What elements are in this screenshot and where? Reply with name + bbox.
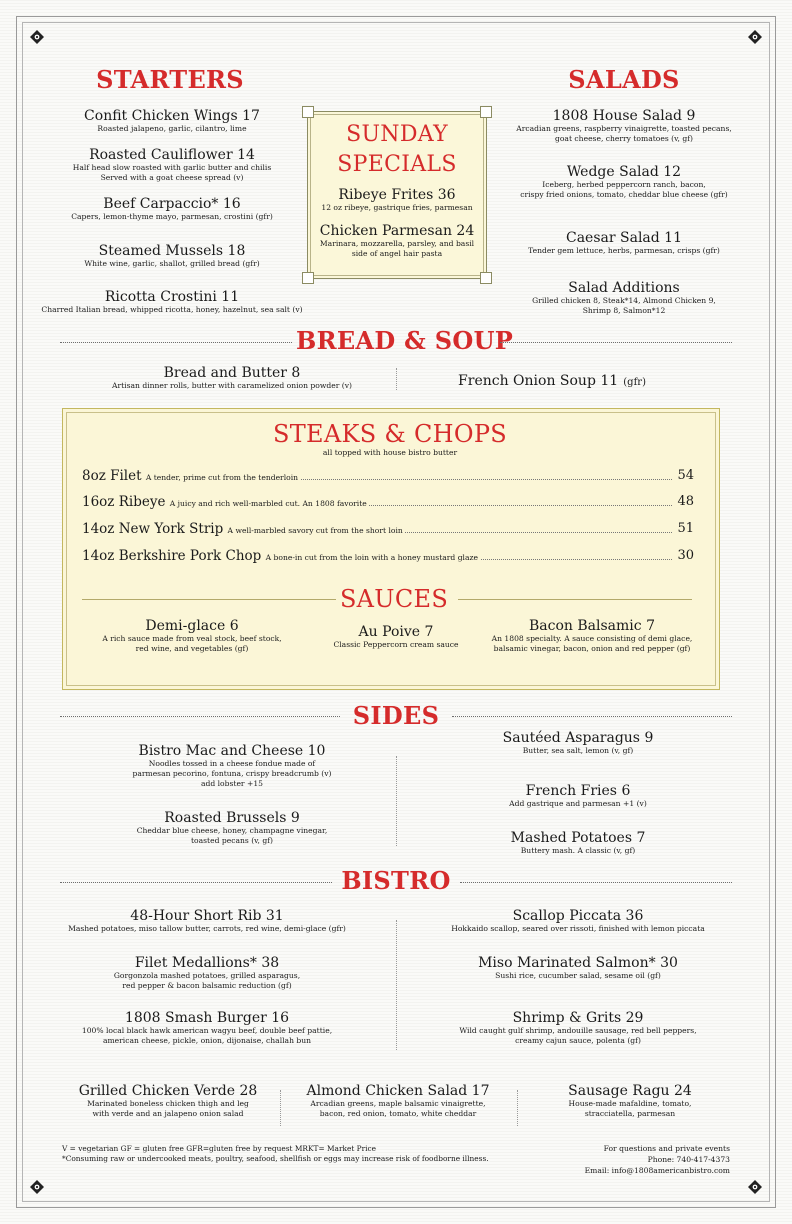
item-name: Shrimp & Grits 29 — [512, 1010, 644, 1026]
item-name: French Fries 6 — [525, 783, 631, 799]
bistro-item — [52, 1010, 362, 1046]
item-desc: 12 oz ribeye, gastrique fries, parmesan — [321, 203, 473, 212]
steak-name: 14oz New York Strip — [82, 521, 224, 537]
item-name: Ricotta Crostini 11 — [104, 289, 240, 305]
diamond-ornament-icon — [748, 30, 762, 44]
item-desc: White wine, garlic, shallot, grilled bread (gfr) — [84, 259, 260, 268]
item-desc: 100% local black hawk american wagyu beef, double beef pattie, — [81, 1026, 333, 1035]
specials-title: SUNDAY — [346, 122, 448, 147]
item-desc: Capers, lemon-thyme mayo, parmesan, crostini (gfr) — [71, 212, 273, 221]
steak-price: 48 — [677, 494, 694, 509]
item-desc: Butter, sea salt, lemon (v, gf) — [522, 746, 634, 755]
contact-phone: Phone: 740-417-4373 — [647, 1154, 730, 1164]
sauce-item — [486, 618, 698, 654]
column-divider — [517, 1090, 518, 1126]
sauce-item — [316, 624, 476, 650]
item-name: Bistro Mac and Cheese 10 — [138, 743, 326, 759]
item-name: Demi-glace 6 — [145, 618, 239, 634]
item-name: 1808 Smash Burger 16 — [124, 1010, 290, 1026]
item-name: Confit Chicken Wings 17 — [84, 108, 260, 124]
steak-row — [82, 494, 694, 512]
item-desc: Noodles tossed in a cheese fondue made of — [148, 759, 316, 768]
steak-row — [82, 521, 694, 539]
item-name: Salad Additions — [568, 280, 680, 296]
bistro-item — [440, 908, 716, 934]
consumption-warning: *Consuming raw or undercooked meats, poultry, seafood, shellfish or eggs may increase risk of foodborne illness. — [62, 1154, 489, 1163]
bistro-item — [290, 1083, 506, 1119]
steak-row — [82, 468, 694, 486]
bread-soup-title: BREAD & SOUP — [296, 326, 514, 355]
bistro-item — [52, 908, 362, 934]
item-desc: A rich sauce made from veal stock, beef stock, — [102, 634, 282, 643]
bistro-item — [530, 1083, 730, 1119]
bistro-title: BISTRO — [341, 866, 451, 895]
item-desc: Roasted jalapeno, garlic, cilantro, lime — [97, 124, 247, 133]
special-item — [309, 187, 485, 213]
side-item — [448, 783, 708, 809]
item-desc: Arcadian greens, maple balsamic vinaigrette, — [310, 1099, 486, 1108]
item-tag: (gfr) — [623, 377, 646, 388]
item-desc: Marinated boneless chicken thigh and leg — [87, 1099, 249, 1108]
item-desc: Marinara, mozzarella, parsley, and basil — [319, 239, 475, 248]
item-name: Steamed Mussels 18 — [98, 243, 246, 259]
item-desc: House-made mafaldine, tomato, — [568, 1099, 692, 1108]
item-desc: Iceberg, herbed peppercorn ranch, bacon, — [542, 180, 706, 189]
contact-email: Email: info@1808americanbistro.com — [584, 1165, 730, 1175]
item-name: Roasted Brussels 9 — [164, 810, 300, 826]
dietary-legend: V = vegetarian GF = gluten free GFR=gluten free by request MRKT= Market Price — [62, 1144, 377, 1153]
section-divider — [460, 882, 732, 883]
salad-item — [488, 108, 760, 144]
item-desc: red wine, and vegetables (gf) — [135, 643, 249, 653]
section-divider — [60, 342, 292, 343]
item-name: Bread and Butter 8 — [163, 365, 301, 381]
item-desc: Add gastrique and parmesan +1 (v) — [509, 799, 647, 808]
item-desc: add lobster +15 — [200, 778, 264, 788]
item-name: Scallop Piccata 36 — [512, 908, 644, 924]
bistro-item — [440, 955, 716, 981]
section-divider — [458, 599, 692, 600]
item-name: Miso Marinated Salmon* 30 — [478, 955, 678, 971]
diamond-ornament-icon — [30, 1180, 44, 1194]
item-desc: crispy fried onions, tomato, cheddar blue cheese (gfr) — [520, 189, 728, 199]
column-divider — [396, 756, 397, 846]
item-desc: Tender gem lettuce, herbs, parmesan, crisps (gfr) — [528, 246, 720, 255]
section-divider — [60, 716, 340, 717]
item-desc: Classic Peppercorn cream sauce — [333, 640, 459, 649]
item-desc: creamy cajun sauce, polenta (gf) — [515, 1035, 641, 1045]
item-name: Wedge Salad 12 — [566, 164, 682, 180]
bistro-item — [52, 955, 362, 991]
side-item — [448, 830, 708, 856]
footer-notes — [62, 1144, 489, 1164]
steak-desc: A juicy and rich well-marbled cut. An 1808 favorite — [169, 499, 367, 508]
steak-name: 8oz Filet — [82, 468, 142, 484]
sauce-item — [84, 618, 300, 654]
footer-contact — [585, 1144, 730, 1176]
starter-item — [40, 147, 304, 183]
item-name: Almond Chicken Salad 17 — [306, 1083, 490, 1099]
sauces-title: SAUCES — [339, 585, 449, 613]
item-desc: red pepper & bacon balsamic reduction (gf) — [122, 980, 292, 990]
item-name: Beef Carpaccio* 16 — [103, 196, 241, 212]
item-desc: Wild caught gulf shrimp, andouille sausage, red bell peppers, — [459, 1026, 697, 1035]
item-name: Grilled Chicken Verde 28 — [78, 1083, 258, 1099]
item-desc: parmesan pecorino, fontuna, crispy breadcrumb (v) — [132, 768, 332, 778]
column-divider — [396, 368, 397, 390]
item-desc: stracciatella, parmesan — [584, 1108, 676, 1118]
item-desc: Gorgonzola mashed potatoes, grilled asparagus, — [113, 971, 301, 980]
item-name: Sautéed Asparagus 9 — [502, 730, 654, 746]
item-desc: Half head slow roasted with garlic butter and chilis — [72, 163, 272, 172]
item-desc: Hokkaido scallop, seared over rissoti, finished with lemon piccata — [451, 924, 705, 933]
salad-item — [488, 230, 760, 256]
item-desc: Buttery mash. A classic (v, gf) — [520, 846, 636, 855]
steaks-subtitle: all topped with house bistro butter — [322, 448, 458, 457]
salads-title: SALADS — [568, 65, 680, 94]
diamond-ornament-icon — [30, 30, 44, 44]
item-desc: Shrimp 8, Salmon*12 — [582, 305, 666, 315]
bistro-item — [60, 1083, 276, 1119]
item-desc: balsamic vinegar, bacon, onion and red pepper (gf) — [493, 643, 691, 653]
steak-price: 30 — [677, 548, 694, 563]
side-item — [80, 810, 384, 846]
salad-item — [488, 164, 760, 200]
steak-row — [82, 548, 694, 566]
steaks-title: STEAKS & CHOPS — [272, 420, 508, 448]
item-name: Bacon Balsamic 7 — [529, 618, 655, 634]
item-name: Chicken Parmesan 24 — [319, 223, 475, 239]
steak-desc: A bone-in cut from the loin with a honey mustard glaze — [265, 553, 479, 562]
item-desc: An 1808 specialty. A sauce consisting of demi glace, — [491, 634, 693, 643]
item-desc: Arcadian greens, raspberry vinaigrette, toasted pecans, — [516, 124, 732, 133]
item-name: Sausage Ragu 24 — [568, 1083, 692, 1099]
diamond-ornament-icon — [748, 1180, 762, 1194]
item-name: 48-Hour Short Rib 31 — [130, 908, 284, 924]
steak-name: 16oz Ribeye — [82, 494, 166, 510]
item-name: Roasted Cauliflower 14 — [89, 147, 255, 163]
item-desc: american cheese, pickle, onion, dijonaise, challah bun — [102, 1035, 312, 1045]
starter-item — [40, 243, 304, 269]
item-name: Caesar Salad 11 — [565, 230, 682, 246]
item-desc: Sushi rice, cucumber salad, sesame oil (gf) — [495, 971, 661, 980]
section-divider — [82, 599, 336, 600]
item-desc: Grilled chicken 8, Steak*14, Almond Chicken 9, — [532, 296, 716, 305]
starters-title: STARTERS — [96, 65, 244, 94]
item-desc: Served with a goat cheese spread (v) — [100, 172, 244, 182]
sides-title: SIDES — [352, 701, 440, 730]
item-name: 1808 House Salad 9 — [552, 108, 696, 124]
item-desc: goat cheese, cherry tomatoes (v, gf) — [555, 133, 693, 143]
section-divider — [500, 342, 732, 343]
contact-line: For questions and private events — [603, 1144, 730, 1153]
item-desc: Charred Italian bread, whipped ricotta, honey, hazelnut, sea salt (v) — [41, 305, 303, 314]
starter-item — [36, 289, 308, 315]
starter-item — [40, 196, 304, 222]
column-divider — [280, 1090, 281, 1126]
salad-item — [488, 280, 760, 316]
steak-desc: A tender, prime cut from the tenderloin — [145, 473, 299, 482]
starter-item — [40, 108, 304, 134]
section-divider — [452, 716, 732, 717]
side-item — [448, 730, 708, 756]
steak-price: 54 — [677, 468, 694, 483]
item-name: Ribeye Frites 36 — [338, 187, 456, 203]
steak-desc: A well-marbled savory cut from the short loin — [227, 526, 403, 535]
specials-title: SPECIALS — [337, 152, 457, 177]
special-item — [309, 223, 485, 259]
item-desc: Cheddar blue cheese, honey, champagne vinegar, — [136, 826, 328, 835]
steak-price: 51 — [677, 521, 694, 536]
column-divider — [396, 920, 397, 1050]
soup-item — [412, 370, 692, 389]
item-name: Mashed Potatoes 7 — [510, 830, 646, 846]
item-name: Filet Medallions* 38 — [134, 955, 280, 971]
item-desc: Artisan dinner rolls, butter with caramelized onion powder (v) — [112, 381, 352, 390]
item-desc: Mashed potatoes, miso tallow butter, carrots, red wine, demi-glace (gfr) — [68, 924, 346, 933]
section-divider — [60, 882, 332, 883]
item-name: Au Poive 7 — [358, 624, 434, 640]
item-desc: with verde and an jalapeno onion salad — [92, 1108, 244, 1118]
item-desc: toasted pecans (v, gf) — [190, 835, 274, 845]
item-desc: bacon, red onion, tomato, white cheddar — [319, 1108, 477, 1118]
bistro-item — [440, 1010, 716, 1046]
bread-item — [80, 365, 384, 391]
item-desc: side of angel hair pasta — [351, 248, 443, 258]
item-name: French Onion Soup 11 — [458, 373, 619, 389]
steak-name: 14oz Berkshire Pork Chop — [82, 548, 262, 564]
side-item — [80, 743, 384, 788]
